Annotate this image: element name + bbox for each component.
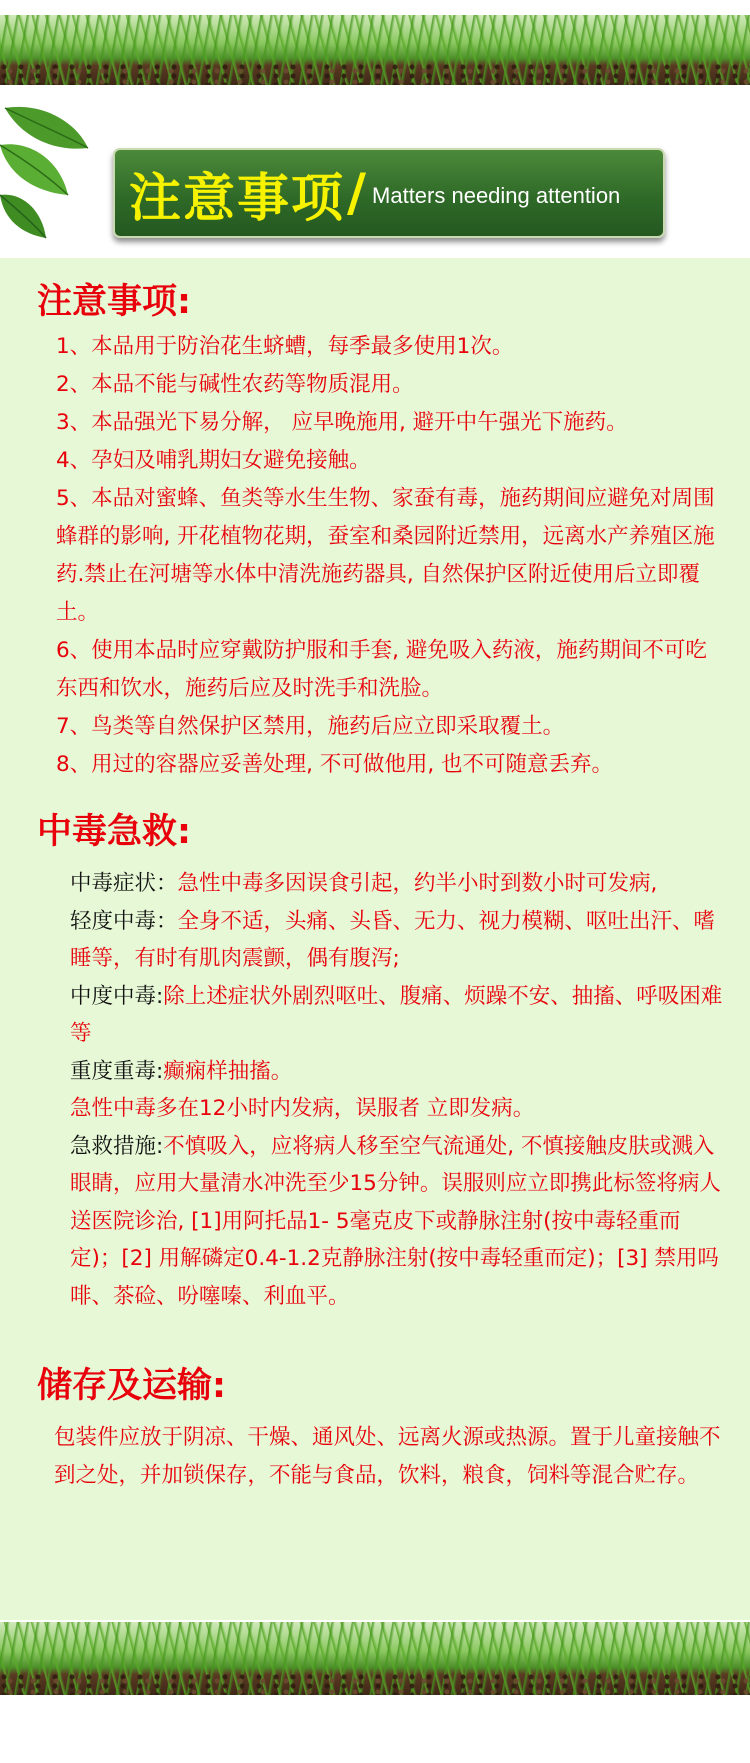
list-item: 2、本品不能与碱性农药等物质混用。: [56, 372, 414, 397]
onset-row: [70, 1090, 730, 1128]
first-aid-heading: 中毒急救:: [37, 812, 191, 852]
list-item: 3、本品强光下易分解， 应早晚施用, 避开中午强光下施药。: [56, 410, 628, 435]
grass-border-bottom: [0, 1622, 750, 1695]
row-text: 急性中毒多因误食引起，约半小时到数小时可发病,: [177, 871, 658, 896]
symptom-row: [70, 865, 730, 903]
row-label: 轻度中毒：: [70, 908, 178, 934]
banner-slash: /: [347, 163, 367, 223]
precautions-list: [56, 328, 726, 784]
list-item: 4、孕妇及哺乳期妇女避免接触。: [56, 448, 371, 473]
row-label: 重度重毒:: [70, 1058, 164, 1084]
soil-strip: [0, 63, 750, 85]
soil-strip: [0, 1673, 750, 1695]
row-text: 癫痫样抽搐。: [163, 1058, 293, 1084]
severe-row: [70, 1053, 730, 1091]
grass-border-top: [0, 15, 750, 85]
moderate-row: [70, 978, 730, 1053]
list-item: 6、使用本品时应穿戴防护服和手套, 避免吸入药液，施药期间不可吃东西和饮水，施药后应及时洗手和洗脸。: [56, 638, 707, 701]
row-text: 除上述症状外剧烈呕吐、腹痛、烦躁不安、抽搐、呼吸困难等: [70, 983, 723, 1046]
leaf-icon: [0, 100, 120, 240]
row-label: 急救措施:: [70, 1133, 164, 1159]
storage-text: 包装件应放于阴凉、干燥、通风处、远离火源或热源。置于儿童接触不到之处，并加锁保存，不能与食品，饮料，粮食，饲料等混合贮存。: [54, 1425, 721, 1488]
list-item: 5、本品对蜜蜂、鱼类等水生生物、家蚕有毒，施药期间应避免对周围蜂群的影响, 开花植物花期，蚕室和桑园附近禁用，远离水产养殖区施药.禁止在河塘等水体中清洗施药器具, 自然保护区附近使用后立即覆土。: [56, 486, 715, 625]
row-text: 不慎吸入，应将病人移至空气流通处, 不慎接触皮肤或溅入眼睛，应用大量清水冲洗至少15分钟。误服则应立即携此标签将病人送医院诊治, [1]用阿托品1- 5毫克皮下或静脉注射(按中毒轻重而定)；[2] 用解磷定0.4-1.2克静脉注射(按中毒轻重而定)；[3] 禁用吗啡、茶硷、吩噻嗪、利血平。: [70, 1133, 721, 1309]
row-label: 中毒症状：: [70, 871, 178, 896]
list-item: 7、鸟类等自然保护区禁用，施药后应立即采取覆土。: [56, 714, 565, 739]
list-item: 8、用过的容器应妥善处理, 不可做他用, 也不可随意丢弃。: [56, 752, 614, 777]
mild-row: [70, 903, 730, 978]
content-panel: [0, 258, 750, 1620]
section-banner: [113, 148, 665, 238]
precautions-heading: 注意事项:: [37, 282, 191, 322]
banner-title-cn: 注意事项: [129, 168, 346, 229]
row-text: 全身不适，头痛、头昏、无力、视力模糊、呕吐出汗、嗜睡等，有时有肌肉震颤，偶有腹泻;: [70, 908, 716, 971]
row-text: 急性中毒多在12小时内发病，误服者 立即发病。: [70, 1096, 535, 1121]
banner-title-en: Matters needing attention: [372, 183, 621, 208]
storage-heading: 储存及运输:: [37, 1366, 226, 1406]
treatment-row: [70, 1128, 730, 1316]
row-label: 中度中毒:: [70, 983, 164, 1009]
first-aid-block: [70, 865, 730, 1315]
list-item: 1、本品用于防治花生蛴螬，每季最多使用1次。: [56, 334, 514, 359]
